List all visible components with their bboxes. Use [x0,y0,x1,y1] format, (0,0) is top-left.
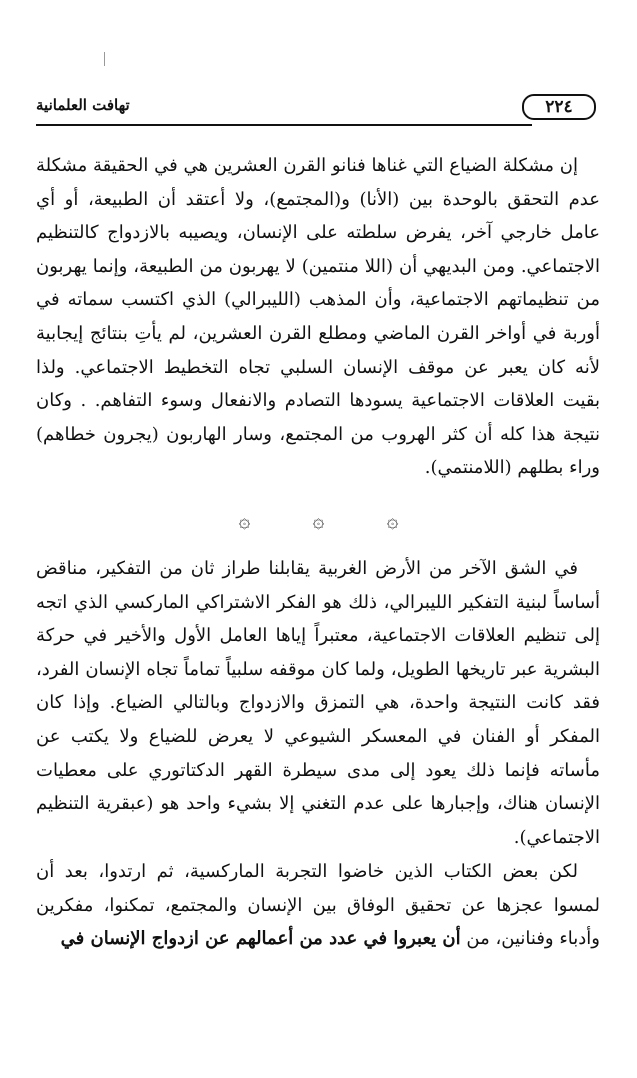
paragraph-2-text: في الشق الآخر من الأرض الغربية يقابلنا طراز ثان من التفكير، مناقض أساساً لبنية التفكير الليبرالي، ذلك هو الفكر الاشتراكي الماركسي الذي اتجه إلى تنظيم العلاقات الاجتماعية، معتبراً إياها العامل الأول والأخير في حركة البشرية عبر تاريخها الطويل، ولما كان موقفه سلبياً تماماً تجاه الإنسان الفرد، فقد كانت النتيجة واحدة، هي التمزق والازدواج وبالتالي الضياع. وإذا كان المفكر أو الفنان في المعسكر الشيوعي لا يعرض للضياع ولا يكتب عن مأساته فإنما ذلك يعود إلى مدى سيطرة القهر الدكتاتوري على معطيات الإنسان هناك، وإجبارها على عدم التغني إلا بشيء واحد هو (عبقرية التنظيم الاجتماعي). [36,558,600,848]
ornament-icon: ۞ [386,508,399,532]
header-rule [36,124,532,126]
page-number: ٢٢٤ [522,94,596,120]
paragraph-1-text: إن مشكلة الضياع التي غناها فنانو القرن العشرين هي في الحقيقة مشكلة عدم التحقق بالوحدة بين (الأنا) و(المجتمع)، ولا أعتقد أن الطبيعة، أو أي عامل خارجي آخر، يفرض سلطته على الإنسان، ويصيبه بالازدواج كالتنظيم الاجتماعي. ومن البديهي أن (اللا منتمين) لا يهربون من الطبيعة، وإنما يهربون من تنظيماتهم الاجتماعية، وأن المذهب (الليبرالي) الذي اكتسب سماته في أوربة في أواخر القرن الماضي ومطلع القرن العشرين، لم يأتِ بنتائج إيجابية لأنه كان يعبر عن موقف الإنسان السلبي تجاه التخطيط الاجتماعي. ولذا بقيت العلاقات الاجتماعية يسودها التصادم والانفعال وسوء التفاهم. . وكان نتيجة هذا كله أن كثر الهروب من المجتمع، وسار الهاربون (يجرون خطاهم) وراء بطلهم (اللامنتمي). [36,155,600,479]
margin-tick [104,52,105,66]
paragraph-3 [36,855,600,956]
paragraph-3-text [36,855,600,956]
running-title: تهافت العلمانية [36,96,130,114]
paragraph-1 [36,149,600,485]
page-header [36,94,596,120]
section-separator [0,508,637,532]
paragraph-3-body: لكن بعض الكتاب الذين خاضوا التجربة الماركسية، ثم ارتدوا، بعد أن لمسوا عجزها عن تحقيق الوفاق بين الإنسان والمجتمع، تمكنوا، مفكرين وأدباء وفنانين، من [36,861,600,950]
bold-phrase: أن يعبروا في عدد من أعمالهم عن ازدواج الإنسان في [60,928,461,950]
ornament-icon: ۞ [312,508,325,532]
ornament-icon: ۞ [238,508,251,532]
paragraph-2 [36,552,600,854]
